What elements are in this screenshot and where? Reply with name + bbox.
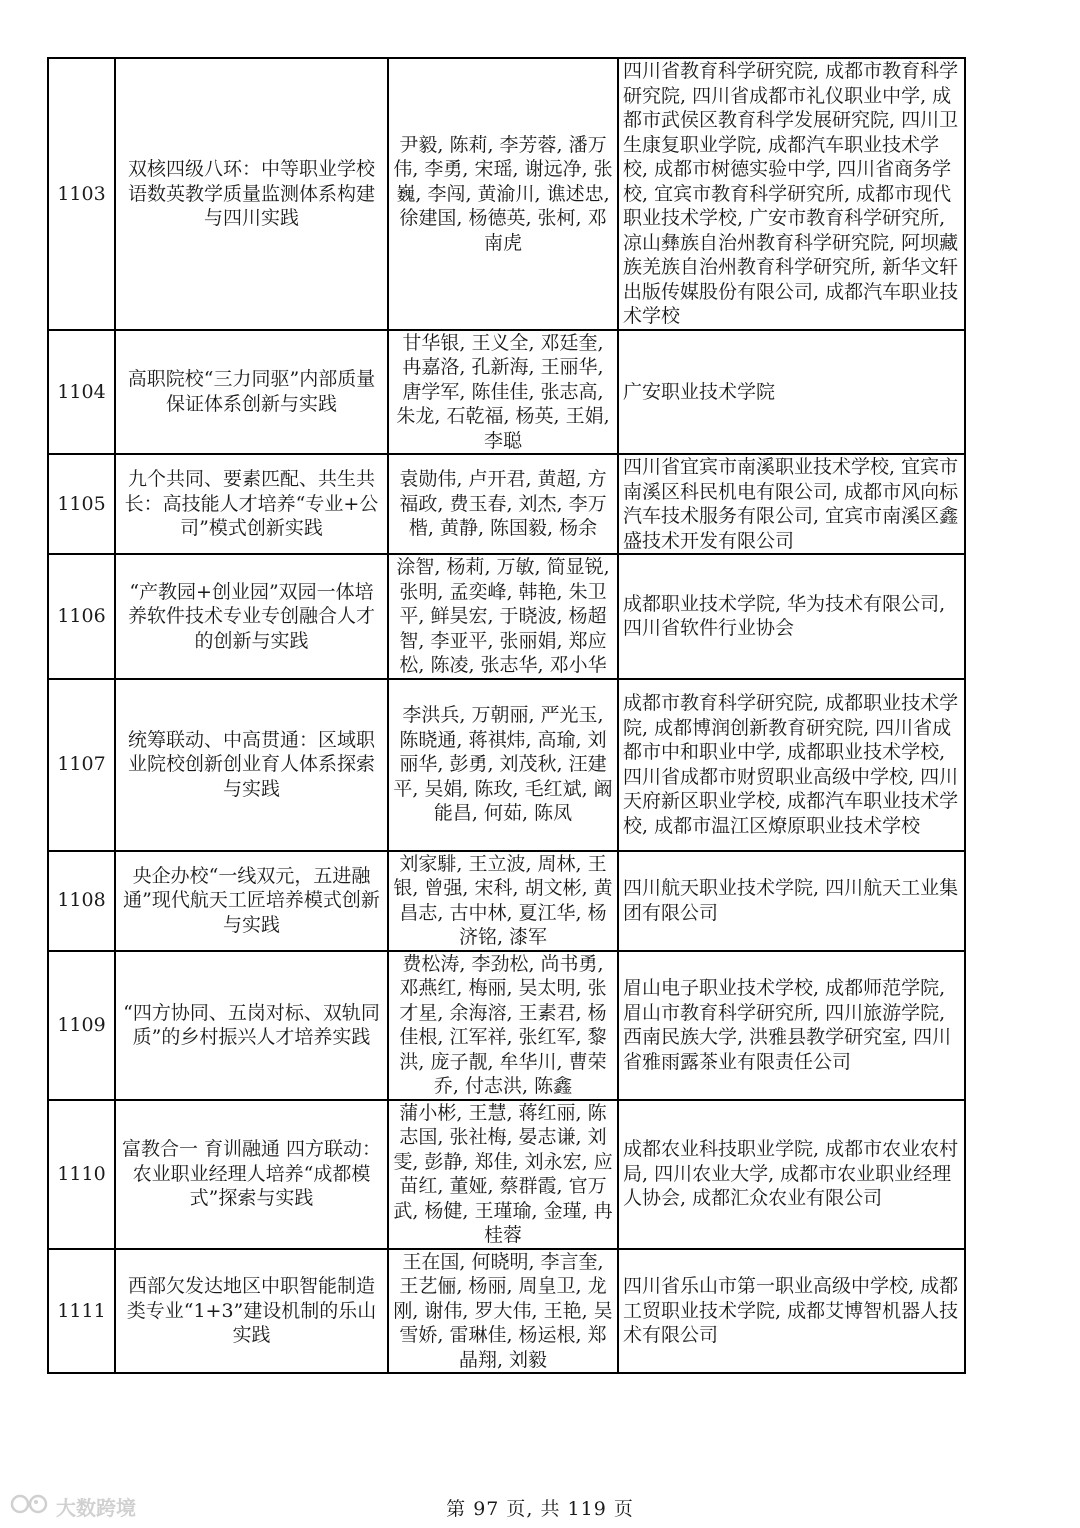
project-number: 1109: [48, 951, 115, 1100]
project-title: 高职院校“三力同驱”内部质量保证体系创新与实践: [115, 330, 388, 455]
project-title: 双核四级八环：中等职业学校语数英教学质量监测体系构建与四川实践: [115, 58, 388, 330]
table-row: [48, 454, 965, 554]
watermark-text: 大数跨境: [56, 1496, 136, 1520]
project-number: 1103: [48, 58, 115, 330]
project-number: 1104: [48, 330, 115, 455]
table-row: [48, 554, 965, 679]
project-title: 统筹联动、中高贯通：区域职业院校创新创业育人体系探索与实践: [115, 679, 388, 851]
project-organizations: 成都农业科技职业学院, 成都市农业农村局, 四川农业大学, 成都市农业职业经理人协会, 成都汇众农业有限公司: [618, 1100, 965, 1249]
table-row: [48, 58, 965, 330]
table-row: [48, 951, 965, 1100]
project-organizations: 四川省宜宾市南溪职业技术学校, 宜宾市南溪区科民机电有限公司, 成都市风向标汽车技术服务有限公司, 宜宾市南溪区鑫盛技术开发有限公司: [618, 454, 965, 554]
project-title: 央企办校“一线双元，五进融通”现代航天工匠培养模式创新与实践: [115, 851, 388, 951]
project-authors: 蒲小彬, 王慧, 蒋红丽, 陈志国, 张社梅, 晏志谦, 刘雯, 彭静, 郑佳, 刘永宏, 应苗红, 董娅, 蔡群霞, 官万武, 杨健, 王瑾瑜, 金瑾, 冉桂蓉: [388, 1100, 618, 1249]
award-table: [47, 57, 966, 1374]
project-organizations: 成都市教育科学研究院, 成都职业技术学院, 成都博润创新教育研究院, 四川省成都市中和职业中学, 成都职业技术学校, 四川省成都市财贸职业高级中学校, 四川天府新区职业学校, 成都汽车职业技术学校, 成都市温江区燎原职业技术学校: [618, 679, 965, 851]
project-number: 1111: [48, 1249, 115, 1374]
project-organizations: 四川省乐山市第一职业高级中学校, 成都工贸职业技术学院, 成都艾博智机器人技术有限公司: [618, 1249, 965, 1374]
page-footer: 第 97 页, 共 119 页: [446, 1498, 634, 1520]
table-row: [48, 1100, 965, 1249]
project-organizations: 四川航天职业技术学院, 四川航天工业集团有限公司: [618, 851, 965, 951]
project-number: 1107: [48, 679, 115, 851]
project-authors: 涂智, 杨莉, 万敏, 简显锐, 张明, 孟奕峰, 韩艳, 朱卫平, 鲜昊宏, 于晓波, 杨超智, 李亚平, 张丽娟, 郑应松, 陈凌, 张志华, 邓小华: [388, 554, 618, 679]
table-row: [48, 1249, 965, 1374]
table-row: [48, 851, 965, 951]
project-authors: 甘华银, 王义全, 邓廷奎, 冉嘉洛, 孔新海, 王丽华, 唐学军, 陈佳佳, 张志高, 朱龙, 石乾福, 杨英, 王娟, 李聪: [388, 330, 618, 455]
project-organizations: 广安职业技术学院: [618, 330, 965, 455]
project-title: “四方协同、五岗对标、双轨同质”的乡村振兴人才培养实践: [115, 951, 388, 1100]
project-number: 1110: [48, 1100, 115, 1249]
project-number: 1105: [48, 454, 115, 554]
project-title: 九个共同、要素匹配、共生共长：高技能人才培养“专业+公司”模式创新实践: [115, 454, 388, 554]
project-title: 西部欠发达地区中职智能制造类专业“1+3”建设机制的乐山实践: [115, 1249, 388, 1374]
project-organizations: 四川省教育科学研究院, 成都市教育科学研究院, 四川省成都市礼仪职业中学, 成都市武侯区教育科学发展研究院, 四川卫生康复职业学院, 成都汽车职业技术学校, 成都市树德实验中学, 四川省商务学校, 宜宾市教育科学研究所, 成都市现代职业技术学校, 广安市教育科学研究所, 凉山彝族自治州教育科学研究院, 阿坝藏族羌族自治州教育科学研究所, 新华文轩出版传媒股份有限公司, 成都汽车职业技术学校: [618, 58, 965, 330]
table-row: [48, 679, 965, 851]
project-number: 1108: [48, 851, 115, 951]
project-title: 富教合一 育训融通 四方联动：农业职业经理人培养“成都模式”探索与实践: [115, 1100, 388, 1249]
project-number: 1106: [48, 554, 115, 679]
project-authors: 费松涛, 李劲松, 尚书勇, 邓燕红, 梅丽, 吴太明, 张才星, 余海溶, 王素君, 杨佳根, 江军祥, 张红军, 黎洪, 庞子靓, 牟华川, 曹荣乔, 付志洪, 陈鑫: [388, 951, 618, 1100]
project-title: “产教园+创业园”双园一体培养软件技术专业专创融合人才的创新与实践: [115, 554, 388, 679]
project-authors: 李洪兵, 万朝丽, 严光玉, 陈晓通, 蒋祺炜, 高瑜, 刘丽华, 彭勇, 刘茂秋, 汪建平, 吴娟, 陈玫, 毛红斌, 阚能昌, 何茹, 陈凤: [388, 679, 618, 851]
project-organizations: 眉山电子职业技术学校, 成都师范学院, 眉山市教育科学研究所, 四川旅游学院, 西南民族大学, 洪雅县教学研究室, 四川省雅雨露茶业有限责任公司: [618, 951, 965, 1100]
project-authors: 尹毅, 陈莉, 李芳蓉, 潘万伟, 李勇, 宋瑶, 谢远净, 张巍, 李闯, 黄渝川, 谯述忠, 徐建国, 杨德英, 张柯, 邓南虎: [388, 58, 618, 330]
project-authors: 刘家騑, 王立波, 周林, 王银, 曾强, 宋科, 胡文彬, 黄昌志, 古中林, 夏江华, 杨济铭, 漆军: [388, 851, 618, 951]
project-authors: 王在国, 何晓明, 李言奎, 王艺俪, 杨丽, 周皇卫, 龙刚, 谢伟, 罗大伟, 王艳, 吴雪娇, 雷琳佳, 杨运根, 郑晶翔, 刘毅: [388, 1249, 618, 1374]
project-organizations: 成都职业技术学院, 华为技术有限公司, 四川省软件行业协会: [618, 554, 965, 679]
table-row: [48, 330, 965, 455]
project-authors: 袁勋伟, 卢开君, 黄超, 方福政, 费玉春, 刘杰, 李万楷, 黄静, 陈国毅, 杨余: [388, 454, 618, 554]
